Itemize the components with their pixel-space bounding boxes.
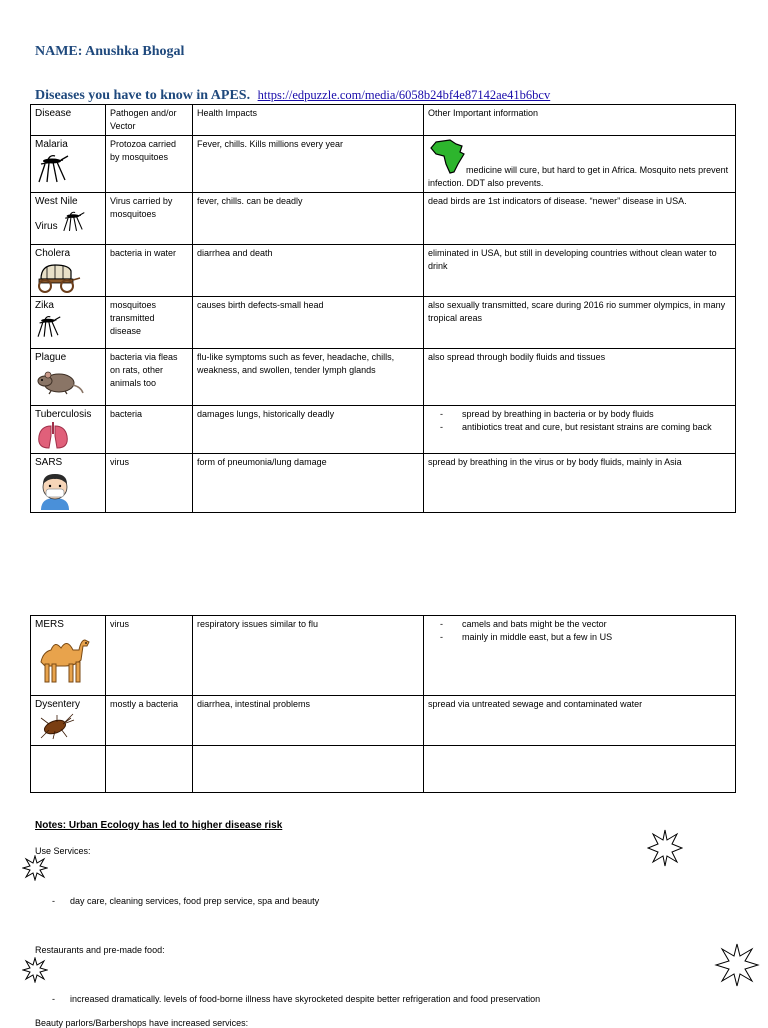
info-cell: spread via untreated sewage and contaminated water bbox=[424, 696, 736, 746]
disease-cell bbox=[31, 136, 106, 193]
disease-table bbox=[30, 104, 736, 513]
info-text: medicine will cure, but hard to get in Africa. Mosquito nets prevent infection. DDT also prevents. bbox=[428, 165, 729, 188]
table-row bbox=[31, 245, 736, 297]
impacts-cell: causes birth defects-small head bbox=[193, 297, 424, 349]
heading-text: Diseases you have to know in APES. bbox=[35, 88, 251, 103]
pathogen-cell: virus bbox=[106, 616, 193, 696]
disease-cell bbox=[31, 406, 106, 454]
pathogen-cell: bacteria via fleas on rats, other animals too bbox=[106, 349, 193, 406]
header-pathogen: Pathogen and/or Vector bbox=[106, 105, 193, 136]
empty-table-row bbox=[31, 746, 736, 793]
pathogen-cell: Protozoa carried by mosquitoes bbox=[106, 136, 193, 193]
pathogen-cell: Virus carried by mosquitoes bbox=[106, 193, 193, 245]
restaurants-item bbox=[52, 994, 541, 1004]
header-info: Other Important information bbox=[424, 105, 736, 136]
disease-table-continued bbox=[30, 615, 736, 793]
mosquito-icon bbox=[35, 152, 69, 184]
table-row bbox=[31, 349, 736, 406]
header-disease: Disease bbox=[31, 105, 106, 136]
disease-name: MERS bbox=[35, 619, 64, 630]
disease-name: West Nile bbox=[35, 196, 78, 207]
covered-wagon-icon bbox=[35, 261, 81, 293]
notes-title: Notes: Urban Ecology has led to higher disease risk bbox=[35, 820, 283, 831]
header-impacts: Health Impacts bbox=[193, 105, 424, 136]
info-cell: also spread through bodily fluids and tissues bbox=[424, 349, 736, 406]
empty-cell bbox=[424, 746, 736, 793]
impacts-cell: damages lungs, historically deadly bbox=[193, 406, 424, 454]
masked-person-icon bbox=[35, 470, 75, 510]
beauty-label: Beauty parlors/Barbershops have increased services: bbox=[35, 1018, 249, 1028]
dash-bullet: - bbox=[52, 896, 55, 906]
list-item: - spread by breathing in bacteria or by body fluids bbox=[462, 408, 731, 421]
info-list bbox=[428, 618, 731, 644]
pathogen-cell: bacteria in water bbox=[106, 245, 193, 297]
mosquito-icon bbox=[61, 209, 85, 233]
restaurants-label: Restaurants and pre-made food: bbox=[35, 945, 165, 955]
table-row bbox=[31, 297, 736, 349]
disease-cell bbox=[31, 193, 106, 245]
info-cell bbox=[424, 136, 736, 193]
disease-cell bbox=[31, 454, 106, 513]
edpuzzle-link[interactable]: https://edpuzzle.com/media/6058b24bf4e87142ae41b6bcv bbox=[257, 88, 551, 102]
rat-icon bbox=[35, 365, 85, 397]
list-item: - camels and bats might be the vector bbox=[462, 618, 731, 631]
empty-cell bbox=[31, 746, 106, 793]
disease-name: Cholera bbox=[35, 248, 71, 259]
disease-name: Plague bbox=[35, 352, 67, 363]
disease-cell bbox=[31, 349, 106, 406]
starburst-icon bbox=[647, 828, 683, 868]
list-item: - antibiotics treat and cure, but resistant strains are coming back bbox=[462, 421, 731, 434]
disease-name: Zika bbox=[35, 300, 54, 311]
impacts-cell: diarrhea, intestinal problems bbox=[193, 696, 424, 746]
impacts-cell: fever, chills. can be deadly bbox=[193, 193, 424, 245]
info-cell bbox=[424, 616, 736, 696]
disease-name: Dysentery bbox=[35, 699, 81, 710]
disease-name-line2: Virus bbox=[35, 221, 58, 232]
starburst-icon bbox=[714, 942, 760, 988]
pathogen-cell: mosquitoes transmitted disease bbox=[106, 297, 193, 349]
empty-cell bbox=[193, 746, 424, 793]
use-services-label: Use Services: bbox=[35, 846, 91, 856]
cockroach-icon bbox=[35, 712, 75, 740]
lungs-icon bbox=[35, 422, 71, 450]
info-list bbox=[428, 408, 731, 434]
info-cell: also sexually transmitted, scare during 2016 rio summer olympics, in many tropical areas bbox=[424, 297, 736, 349]
pathogen-cell: bacteria bbox=[106, 406, 193, 454]
list-item: increased dramatically. levels of food-borne illness have skyrocketed despite better refrigeration and food preservation bbox=[70, 994, 541, 1004]
africa-map-icon bbox=[428, 138, 468, 176]
pathogen-cell: virus bbox=[106, 454, 193, 513]
student-name: NAME: Anushka Bhogal bbox=[35, 44, 185, 59]
disease-name: Malaria bbox=[35, 139, 68, 150]
mosquito-icon bbox=[35, 313, 61, 339]
empty-cell bbox=[106, 746, 193, 793]
disease-name: SARS bbox=[35, 457, 63, 468]
table-row bbox=[31, 696, 736, 746]
impacts-cell: respiratory issues similar to flu bbox=[193, 616, 424, 696]
impacts-cell: Fever, chills. Kills millions every year bbox=[193, 136, 424, 193]
page-heading bbox=[35, 88, 550, 104]
pathogen-cell: mostly a bacteria bbox=[106, 696, 193, 746]
impacts-cell: form of pneumonia/lung damage bbox=[193, 454, 424, 513]
disease-cell bbox=[31, 616, 106, 696]
table-header-row bbox=[31, 105, 736, 136]
list-item: - mainly in middle east, but a few in US bbox=[462, 631, 731, 644]
disease-cell bbox=[31, 245, 106, 297]
table-row bbox=[31, 616, 736, 696]
camel-icon bbox=[35, 632, 91, 686]
table-row bbox=[31, 193, 736, 245]
impacts-cell: flu-like symptoms such as fever, headache, chills, weakness, and swollen, tender lymph glands bbox=[193, 349, 424, 406]
starburst-icon bbox=[22, 957, 48, 983]
info-cell: spread by breathing in the virus or by body fluids, mainly in Asia bbox=[424, 454, 736, 513]
table-row bbox=[31, 454, 736, 513]
starburst-icon bbox=[22, 855, 48, 881]
disease-cell bbox=[31, 696, 106, 746]
impacts-cell: diarrhea and death bbox=[193, 245, 424, 297]
dash-bullet: - bbox=[52, 994, 55, 1004]
table-row bbox=[31, 136, 736, 193]
disease-name: Tuberculosis bbox=[35, 409, 92, 420]
use-services-item bbox=[52, 896, 320, 906]
disease-cell bbox=[31, 297, 106, 349]
table-row bbox=[31, 406, 736, 454]
list-item: day care, cleaning services, food prep service, spa and beauty bbox=[70, 896, 320, 906]
info-cell: dead birds are 1st indicators of disease. “newer” disease in USA. bbox=[424, 193, 736, 245]
info-cell: eliminated in USA, but still in developing countries without clean water to drink bbox=[424, 245, 736, 297]
info-cell bbox=[424, 406, 736, 454]
